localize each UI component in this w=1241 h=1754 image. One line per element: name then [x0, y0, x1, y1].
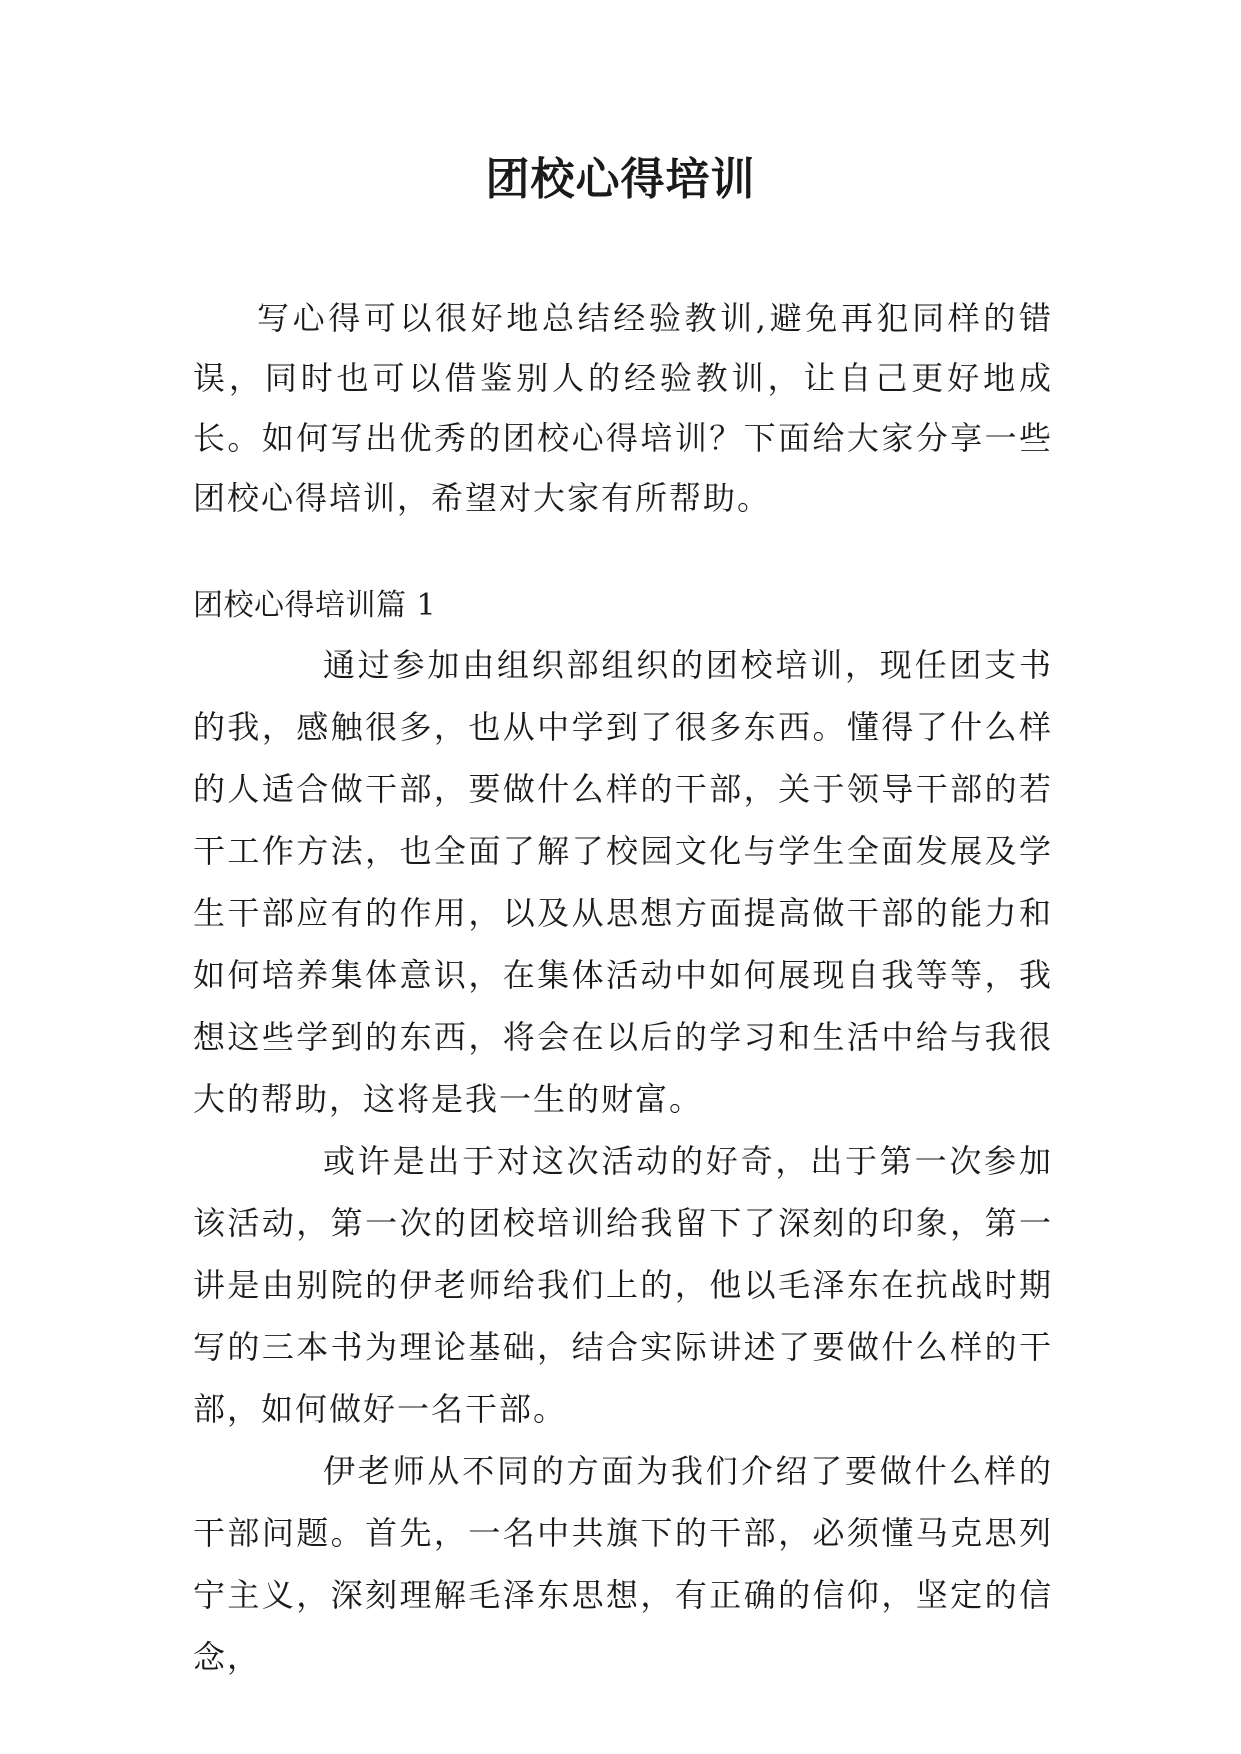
intro-paragraph: 写心得可以很好地总结经验教训,避免再犯同样的错误，同时也可以借鉴别人的经验教训，让自己更好地成长。如何写出优秀的团校心得培训？下面给大家分享一些团校心得培训，希望对大家有所帮助。 — [193, 299, 1053, 517]
section-heading: 团校心得培训篇 1 — [193, 588, 437, 623]
section-paragraph-3: 伊老师从不同的方面为我们介绍了要做什么样的干部问题。首先，一名中共旗下的干部，必须懂马克思列宁主义，深刻理解毛泽东思想，有正确的信仰，坚定的信念， — [193, 1452, 1053, 1676]
section-paragraph-2: 或许是出于对这次活动的好奇，出于第一次参加该活动，第一次的团校培训给我留下了深刻的印象，第一讲是由别院的伊老师给我们上的，他以毛泽东在抗战时期写的三本书为理论基础，结合实际讲述了要做什么样的干部，如何做好一名干部。 — [193, 1142, 1053, 1428]
document-title: 团校心得培训 — [485, 154, 756, 205]
section-paragraph-1: 通过参加由组织部组织的团校培训，现任团支书的我，感触很多，也从中学到了很多东西。懂得了什么样的人适合做干部，要做什么样的干部，关于领导干部的若干工作方法，也全面了解了校园文化与学生全面发展及学生干部应有的作用，以及从思想方面提高做干部的能力和如何培养集体意识，在集体活动中如何展现自我等等，我想这些学到的东西，将会在以后的学习和生活中给与我很大的帮助，这将是我一生的财富。 — [193, 646, 1053, 1118]
section-body — [193, 634, 1053, 1688]
